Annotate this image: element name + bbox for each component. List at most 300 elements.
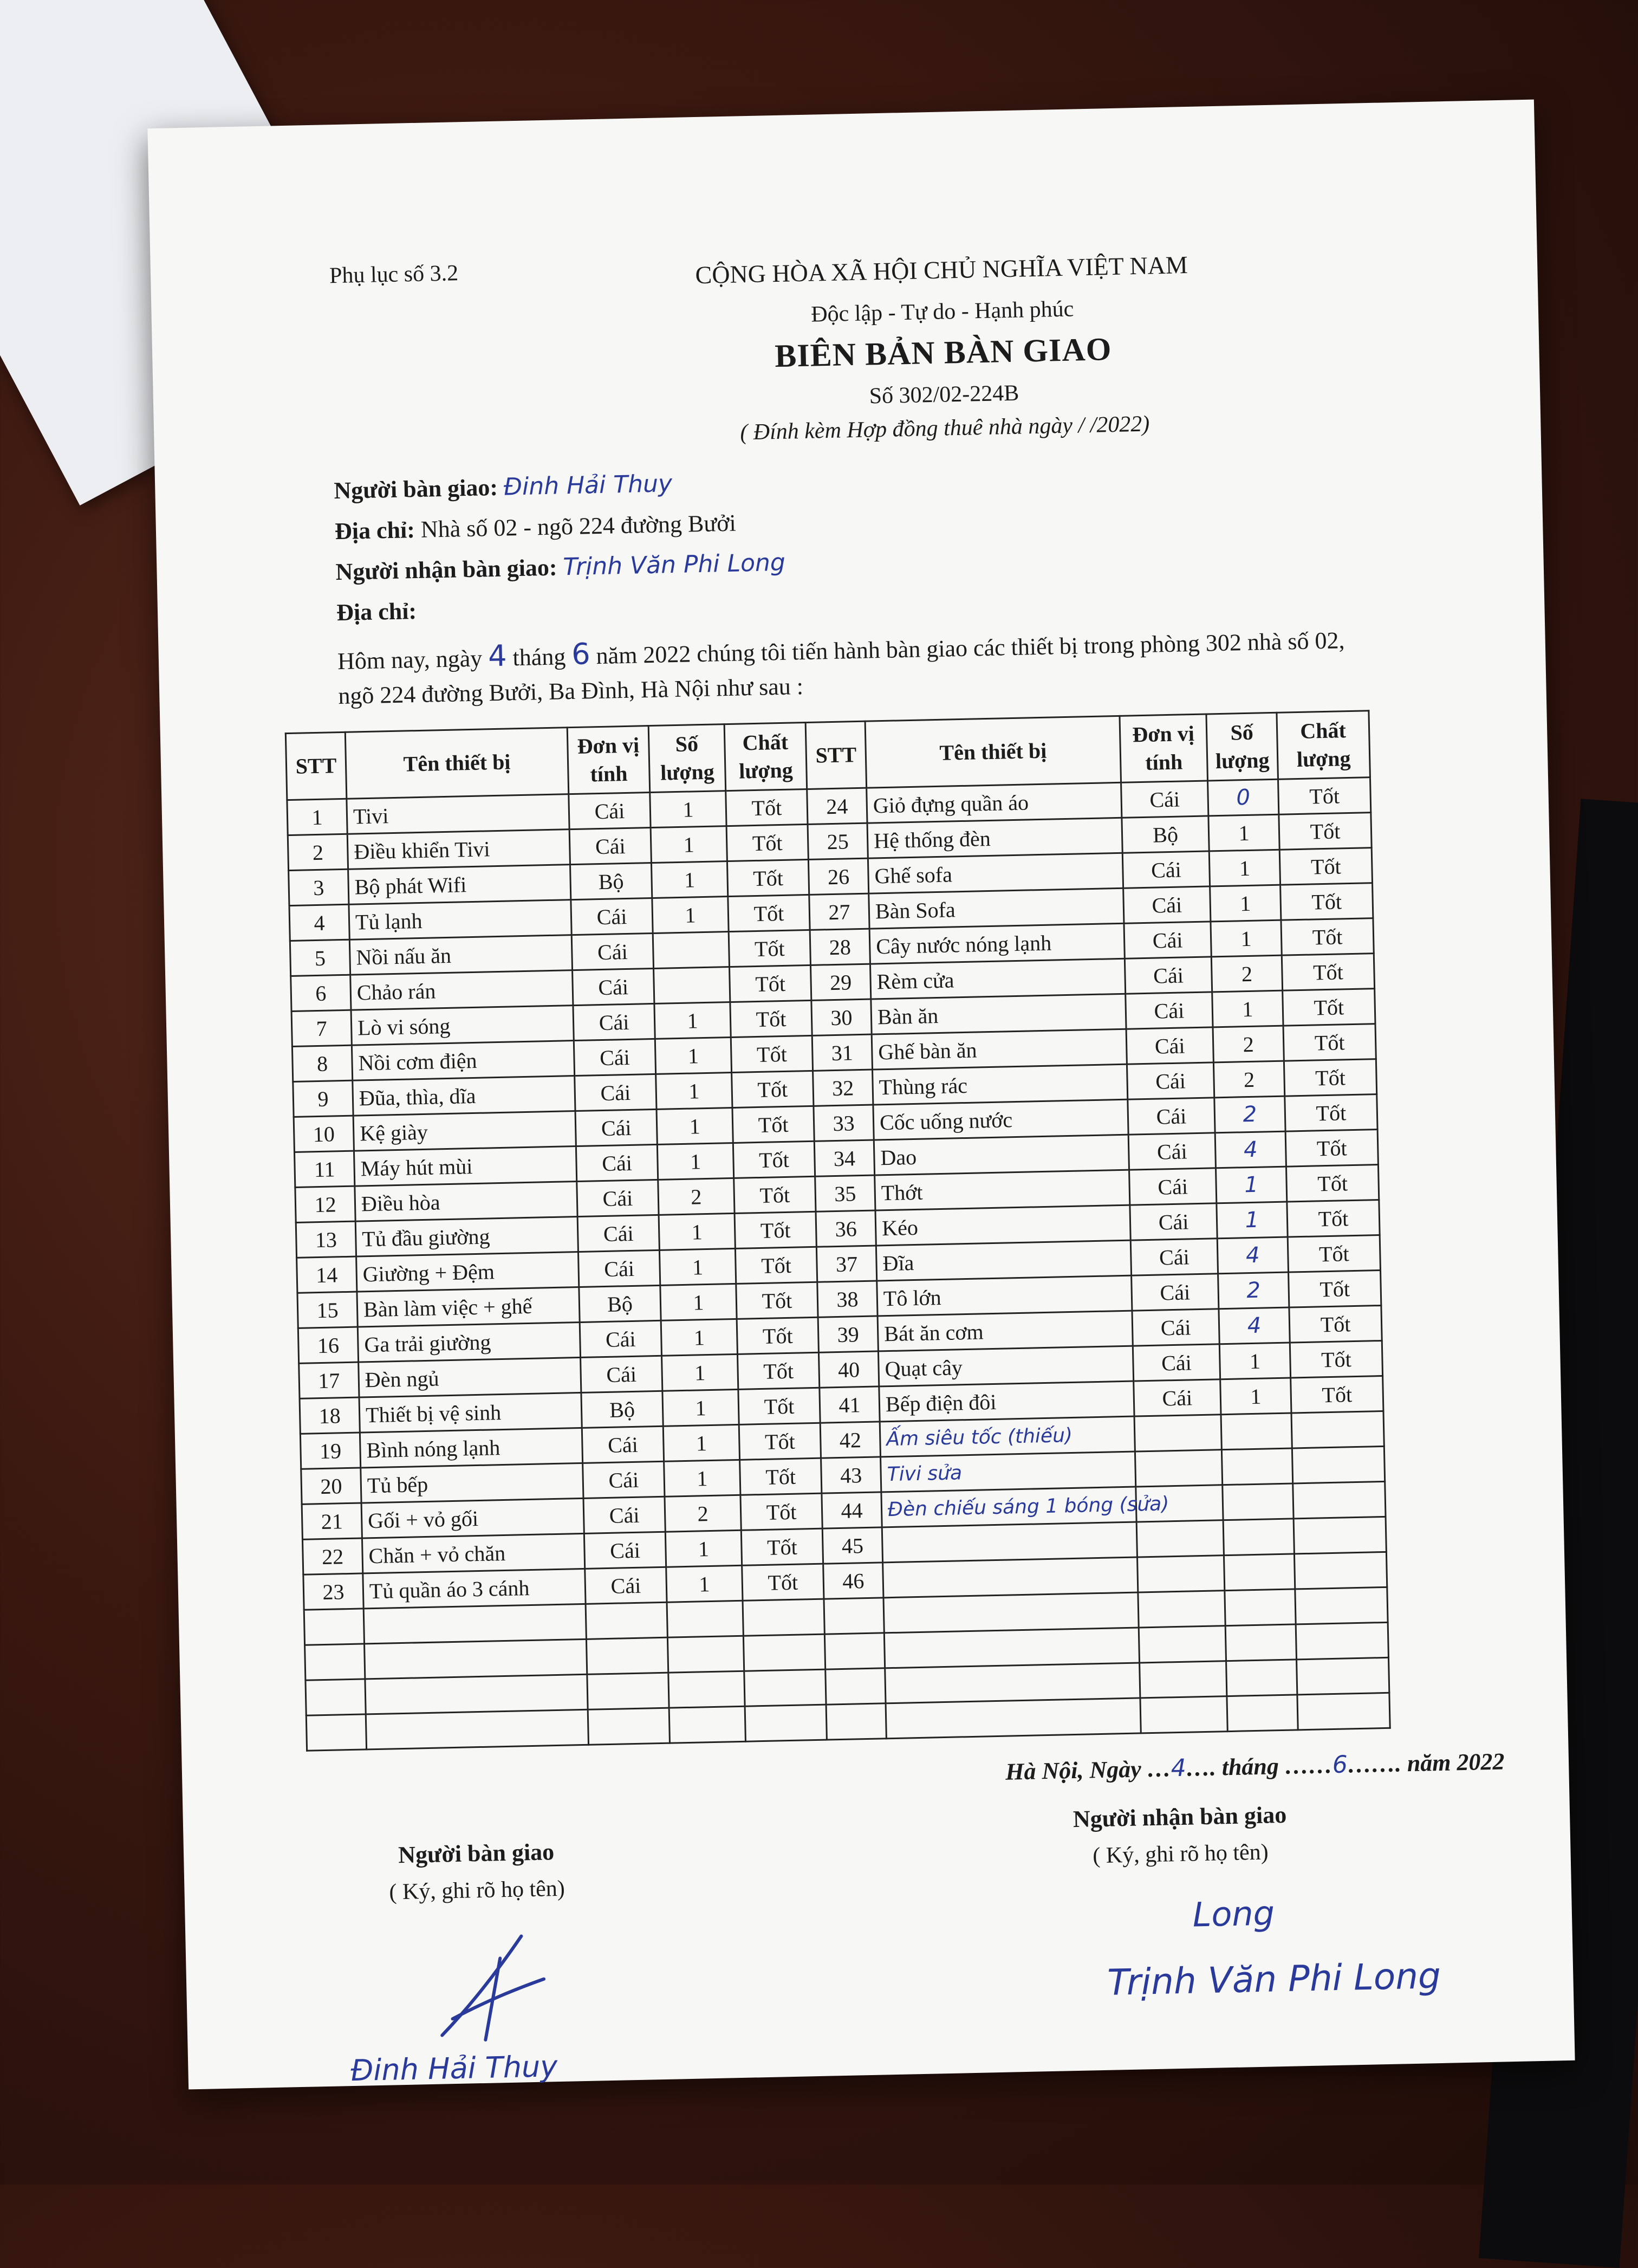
cell-left-stt — [305, 1644, 365, 1680]
cell-left-stt: 18 — [300, 1397, 360, 1434]
cell-right-unit: Cái — [1121, 781, 1208, 818]
cell-left-unit: Bộ — [579, 1285, 661, 1322]
cell-right-qty: 1 — [1208, 814, 1279, 851]
receiver-label: Người nhận bàn giao: — [335, 554, 558, 586]
cell-right-name: Tô lớn — [877, 1275, 1132, 1316]
cell-right-name — [886, 1698, 1141, 1739]
cell-right-qty: 0 — [1208, 779, 1279, 816]
cell-left-name — [365, 1639, 587, 1679]
cell-left-qty — [654, 967, 730, 1004]
cell-left-quality: Tốt — [735, 1247, 817, 1284]
cell-left-qty — [667, 1636, 744, 1673]
cell-left-quality: Tốt — [727, 859, 809, 896]
cell-right-name — [882, 1522, 1137, 1563]
cell-right-name — [884, 1628, 1139, 1668]
cell-left-qty — [653, 932, 729, 969]
cell-right-quality: Tốt — [1283, 1024, 1376, 1061]
cell-right-qty: 2 — [1213, 1026, 1284, 1062]
cell-right-quality: Tốt — [1285, 1130, 1378, 1167]
intro-text-3: năm 2022 chúng tôi tiến hành bàn giao các thiết bị trong phòng 302 nhà số 02, ngõ 224 đường Bưởi, Ba Đình, Hà Nội như sau : — [337, 627, 1345, 710]
cell-left-stt: 11 — [294, 1151, 354, 1187]
cell-left-stt: 5 — [290, 939, 350, 976]
cell-right-name: Bát ăn cơm — [877, 1311, 1133, 1351]
cell-left-qty: 1 — [655, 1038, 731, 1074]
giver-signature-note: ( Ký, ghi rõ họ tên) — [389, 1876, 566, 1905]
receiver-signature-heading: Người nhận bàn giao — [1072, 1801, 1287, 1833]
cell-right-unit: Cái — [1126, 1027, 1213, 1064]
cell-left-quality: Tốt — [737, 1352, 819, 1389]
cell-left-name — [365, 1674, 588, 1714]
cell-right-unit: Cái — [1128, 1133, 1216, 1170]
cell-right-quality: Tốt — [1289, 1305, 1382, 1343]
cell-right-qty: 2 — [1213, 1061, 1284, 1098]
cell-right-stt: 36 — [816, 1210, 876, 1247]
cell-right-stt: 40 — [818, 1351, 879, 1388]
cell-right-unit: Cái — [1132, 1309, 1219, 1346]
cell-right-stt: 34 — [814, 1140, 874, 1176]
cell-left-qty: 2 — [665, 1495, 741, 1532]
cell-left-quality: Tốt — [728, 895, 810, 931]
cell-right-qty — [1227, 1695, 1298, 1732]
cell-left-name: Tủ quần áo 3 cánh — [363, 1569, 586, 1609]
cell-left-name: Thiết bị vệ sinh — [359, 1392, 582, 1433]
cell-left-stt: 14 — [297, 1256, 357, 1293]
republic-heading: CỘNG HÒA XÃ HỘI CHỦ NGHĨA VIỆT NAM — [695, 251, 1188, 289]
cell-left-stt: 15 — [297, 1292, 358, 1328]
cell-left-qty — [668, 1671, 745, 1708]
cell-right-qty: 2 — [1214, 1096, 1285, 1133]
cell-right-unit: Cái — [1133, 1344, 1220, 1381]
cell-left-unit: Cái — [574, 1039, 655, 1075]
cell-left-stt — [306, 1679, 366, 1715]
receiver-address-field — [336, 597, 417, 626]
cell-left-stt: 12 — [295, 1186, 355, 1222]
national-motto: Độc lập - Tự do - Hạnh phúc — [810, 296, 1074, 327]
intro-month-handwritten: 6 — [571, 637, 591, 672]
cell-left-qty: 1 — [656, 1073, 732, 1110]
cell-left-quality: Tốt — [730, 1000, 812, 1037]
cell-left-quality — [744, 1669, 826, 1706]
cell-left-quality: Tốt — [726, 789, 808, 826]
cell-right-stt: 35 — [815, 1175, 875, 1211]
cell-left-name: Chăn + vỏ chăn — [362, 1533, 584, 1573]
document-title: BIÊN BẢN BÀN GIAO — [774, 331, 1113, 374]
receiver-field — [335, 549, 785, 586]
cell-right-stt: 27 — [809, 893, 869, 930]
cell-right-qty: 1 — [1209, 850, 1280, 886]
cell-right-qty: 1 — [1217, 1202, 1288, 1239]
cell-left-stt: 17 — [299, 1362, 359, 1398]
giver-label: Người bàn giao: — [333, 474, 498, 504]
cell-right-qty — [1225, 1624, 1296, 1661]
cell-right-name: Đèn chiếu sáng 1 bóng (sửa) — [881, 1487, 1136, 1527]
cell-right-name: Ghế bàn ăn — [872, 1029, 1127, 1070]
cell-right-stt: 45 — [822, 1527, 882, 1564]
cell-right-name: Cốc uống nước — [873, 1099, 1128, 1140]
cell-left-stt: 3 — [289, 869, 349, 905]
cell-right-quality — [1293, 1481, 1386, 1519]
cell-left-qty: 1 — [656, 1107, 733, 1144]
cell-right-quality: Tốt — [1279, 813, 1372, 850]
cell-left-unit: Cái — [583, 1461, 665, 1498]
cell-right-qty — [1221, 1413, 1292, 1450]
cell-left-quality: Tốt — [739, 1423, 821, 1460]
cell-right-quality: Tốt — [1289, 1270, 1381, 1307]
handover-document — [147, 100, 1575, 2090]
cell-left-name: Đèn ngủ — [359, 1357, 581, 1397]
cell-right-stt: 42 — [820, 1422, 880, 1458]
header-stt-left: STT — [285, 732, 347, 800]
date-text-1: Hà Nội, Ngày — [1005, 1755, 1148, 1785]
cell-left-unit: Cái — [581, 1356, 662, 1392]
intro-paragraph — [337, 620, 1367, 714]
cell-right-name — [883, 1557, 1138, 1598]
cell-left-name — [363, 1604, 586, 1644]
giver-field — [334, 470, 673, 504]
cell-left-qty: 1 — [662, 1389, 739, 1426]
cell-right-name: Quạt cây — [878, 1346, 1133, 1386]
signing-date: Hà Nội, Ngày …4…. tháng ……6……. năm 2022 — [1005, 1748, 1505, 1785]
cell-left-quality: Tốt — [740, 1493, 822, 1530]
cell-right-stt: 37 — [816, 1246, 876, 1282]
cell-right-stt: 29 — [810, 964, 870, 1000]
cell-right-name: Bàn Sofa — [869, 888, 1124, 929]
cell-left-name: Nồi nấu ăn — [349, 935, 572, 975]
cell-right-unit — [1140, 1661, 1227, 1698]
cell-right-unit — [1140, 1696, 1227, 1733]
cell-right-name: Bếp điện đôi — [879, 1381, 1134, 1422]
cell-left-name: Chảo rán — [350, 970, 573, 1010]
cell-right-unit: Cái — [1123, 886, 1211, 923]
cell-right-qty: 4 — [1217, 1237, 1288, 1274]
cell-left-quality: Tốt — [732, 1071, 814, 1107]
cell-left-name: Bàn làm việc + ghế — [357, 1287, 580, 1327]
cell-left-stt: 6 — [291, 975, 351, 1011]
cell-left-stt: 20 — [301, 1468, 361, 1504]
cell-left-stt: 16 — [298, 1327, 358, 1363]
cell-right-unit: Cái — [1134, 1379, 1221, 1416]
cell-right-unit: Cái — [1127, 1062, 1214, 1099]
cell-right-stt: 44 — [822, 1492, 882, 1528]
cell-left-quality: Tốt — [734, 1211, 816, 1248]
receiver-name-handwritten: Trịnh Văn Phi Long — [562, 548, 786, 581]
intro-text-2: tháng — [506, 643, 572, 671]
cell-left-qty: 1 — [651, 826, 727, 863]
cell-right-quality — [1291, 1411, 1384, 1448]
cell-left-quality: Tốt — [736, 1282, 818, 1319]
intro-day-handwritten: 4 — [487, 638, 508, 673]
cell-left-stt: 23 — [303, 1573, 363, 1610]
cell-right-quality — [1297, 1693, 1390, 1730]
cell-right-qty: 1 — [1216, 1167, 1286, 1203]
cell-left-unit: Cái — [577, 1215, 659, 1252]
cell-left-unit: Cái — [582, 1426, 664, 1463]
address-label: Địa chỉ: — [334, 516, 415, 545]
cell-right-quality — [1294, 1552, 1387, 1589]
cell-left-unit: Cái — [573, 1003, 655, 1040]
cell-left-name — [366, 1709, 588, 1749]
cell-left-qty: 1 — [660, 1284, 737, 1320]
date-month-handwritten: 6 — [1332, 1751, 1348, 1779]
cell-left-name: Giường + Đệm — [356, 1252, 579, 1292]
cell-left-unit — [588, 1708, 670, 1745]
cell-left-stt: 2 — [288, 834, 348, 870]
giver-signature-heading: Người bàn giao — [398, 1838, 555, 1869]
cell-right-quality: Tốt — [1288, 1235, 1380, 1273]
cell-right-qty — [1225, 1589, 1296, 1626]
cell-right-name — [885, 1663, 1140, 1703]
cell-left-unit: Cái — [571, 898, 653, 935]
cell-left-quality: Tốt — [737, 1317, 818, 1354]
cell-left-unit: Cái — [575, 1074, 656, 1111]
cell-left-quality: Tốt — [733, 1141, 815, 1178]
cell-right-unit — [1137, 1556, 1224, 1592]
cell-left-qty: 1 — [662, 1354, 738, 1391]
intro-text-1: Hôm nay, ngày — [337, 645, 489, 675]
cell-left-qty: 1 — [661, 1319, 737, 1356]
cell-left-qty: 1 — [665, 1530, 742, 1567]
cell-right-qty: 1 — [1219, 1343, 1290, 1379]
cell-right-stt: 30 — [811, 999, 872, 1035]
cell-right-qty — [1223, 1483, 1294, 1520]
appendix-label: Phụ lục số 3.2 — [329, 261, 459, 289]
cell-left-qty: 2 — [658, 1178, 734, 1215]
cell-right-name: Giỏ đựng quần áo — [867, 782, 1122, 823]
cell-left-stt: 21 — [302, 1503, 362, 1539]
cell-left-quality — [743, 1599, 824, 1636]
receiver-signature-full: Trịnh Văn Phi Long — [1107, 1954, 1441, 2004]
cell-right-quality — [1292, 1446, 1384, 1483]
cell-left-stt: 9 — [293, 1080, 353, 1117]
cell-right-unit: Cái — [1122, 851, 1210, 888]
cell-left-quality: Tốt — [741, 1528, 823, 1565]
attached-contract-note: ( Đính kèm Hợp đồng thuê nhà ngày / /2022) — [739, 411, 1150, 445]
header-unit-left: Đơn vị tính — [567, 726, 650, 794]
cell-left-quality: Tốt — [729, 930, 810, 967]
cell-right-name: Ấm siêu tốc (thiếu) — [880, 1416, 1135, 1457]
cell-right-quality: Tốt — [1281, 918, 1374, 956]
cell-right-quality: Tốt — [1278, 777, 1370, 815]
cell-right-quality: Tốt — [1282, 954, 1374, 991]
cell-right-stt: 31 — [812, 1034, 872, 1071]
cell-right-name: Kéo — [875, 1205, 1130, 1246]
cell-left-quality: Tốt — [732, 1106, 814, 1143]
receiver-signature-short: Long — [1192, 1893, 1275, 1935]
cell-right-quality — [1295, 1587, 1388, 1624]
cell-left-stt: 19 — [300, 1433, 360, 1469]
cell-right-stt: 25 — [808, 823, 868, 859]
cell-left-unit: Cái — [569, 828, 651, 865]
cell-right-name — [883, 1592, 1139, 1633]
date-text-2: tháng — [1221, 1752, 1285, 1781]
cell-right-stt: 28 — [810, 929, 870, 965]
cell-right-quality: Tốt — [1287, 1200, 1380, 1237]
cell-right-stt — [826, 1668, 886, 1705]
cell-right-qty: 1 — [1211, 920, 1282, 957]
cell-right-qty: 4 — [1215, 1131, 1286, 1168]
date-text-3: năm 2022 — [1401, 1748, 1505, 1777]
cell-left-qty: 1 — [663, 1424, 739, 1461]
cell-right-qty: 2 — [1218, 1272, 1289, 1309]
cell-left-unit: Cái — [580, 1320, 661, 1357]
receiver-signature-note: ( Ký, ghi rõ họ tên) — [1092, 1839, 1269, 1869]
cell-right-unit — [1136, 1520, 1224, 1557]
header-stt-right: STT — [805, 721, 867, 789]
cell-left-unit: Cái — [584, 1532, 666, 1569]
header-qty-right: Số lượng — [1206, 712, 1278, 781]
cell-left-unit: Bộ — [570, 863, 652, 900]
cell-right-stt: 32 — [813, 1070, 873, 1106]
header-unit-right: Đơn vị tính — [1120, 714, 1208, 782]
cell-left-unit: Cái — [569, 793, 651, 830]
cell-left-quality: Tốt — [726, 824, 808, 861]
cell-left-quality: Tốt — [740, 1458, 822, 1495]
cell-right-stt — [824, 1598, 884, 1634]
cell-left-stt — [306, 1714, 366, 1751]
cell-left-qty: 1 — [652, 897, 729, 934]
cell-left-stt: 10 — [294, 1116, 354, 1152]
cell-right-qty — [1226, 1660, 1297, 1696]
cell-right-stt: 43 — [821, 1457, 881, 1493]
cell-left-qty: 1 — [657, 1143, 733, 1180]
cell-right-unit: Cái — [1126, 992, 1213, 1029]
cell-right-qty: 1 — [1212, 990, 1283, 1027]
address-value: Nhà số 02 - ngõ 224 đường Bưởi — [420, 509, 737, 543]
cell-left-name: Bình nóng lạnh — [360, 1428, 582, 1468]
cell-left-quality: Tốt — [730, 965, 811, 1002]
cell-left-name: Tủ lạnh — [349, 900, 571, 940]
cell-right-unit: Bộ — [1122, 816, 1209, 853]
cell-right-quality: Tốt — [1290, 1340, 1382, 1378]
cell-right-qty: 1 — [1210, 885, 1281, 922]
cell-right-unit — [1138, 1591, 1225, 1628]
header-name-right: Tên thiết bị — [865, 716, 1121, 788]
cell-left-qty: 1 — [654, 1002, 731, 1039]
cell-left-name: Điều hòa — [355, 1182, 577, 1222]
cell-right-stt: 26 — [808, 858, 868, 895]
cell-left-name: Tủ bếp — [361, 1463, 583, 1503]
cell-left-stt: 7 — [291, 1010, 352, 1046]
cell-right-quality: Tốt — [1285, 1094, 1377, 1132]
cell-left-qty — [667, 1600, 743, 1637]
cell-right-unit: Cái — [1124, 922, 1211, 958]
cell-right-quality: Tốt — [1286, 1165, 1379, 1202]
cell-left-qty: 1 — [651, 861, 727, 898]
cell-left-unit — [586, 1602, 667, 1639]
cell-right-stt: 38 — [817, 1281, 877, 1317]
cell-left-name: Điều khiển Tivi — [347, 830, 570, 870]
cell-right-name: Ghế sofa — [868, 853, 1123, 893]
header-name-left: Tên thiết bị — [345, 728, 568, 799]
cell-left-unit: Bộ — [581, 1391, 663, 1428]
cell-left-unit: Cái — [577, 1180, 659, 1216]
cell-left-name: Ga trải giường — [358, 1322, 580, 1362]
date-day-handwritten: 4 — [1171, 1754, 1187, 1783]
cell-left-qty — [669, 1706, 745, 1743]
cell-right-unit: Cái — [1124, 957, 1212, 994]
cell-left-qty: 1 — [666, 1565, 743, 1602]
cell-right-qty — [1224, 1554, 1295, 1591]
cell-right-stt: 41 — [820, 1386, 880, 1423]
cell-right-name: Hệ thống đèn — [867, 818, 1122, 858]
cell-left-qty: 1 — [659, 1213, 735, 1250]
cell-right-qty: 2 — [1211, 955, 1282, 992]
cell-right-unit: Cái — [1130, 1239, 1218, 1275]
cell-right-name: Dao — [874, 1135, 1129, 1175]
cell-right-quality — [1296, 1622, 1388, 1660]
cell-right-quality: Tốt — [1283, 989, 1375, 1026]
cell-left-name: Tủ đầu giường — [355, 1217, 578, 1257]
cell-left-unit: Cái — [575, 1109, 657, 1146]
cell-right-name: Tivi sửa — [881, 1451, 1136, 1492]
cell-left-unit: Cái — [571, 933, 653, 970]
cell-right-quality — [1297, 1657, 1389, 1695]
cell-right-qty: 1 — [1220, 1378, 1291, 1415]
cell-right-stt — [824, 1633, 885, 1669]
receiver-address-label: Địa chỉ: — [336, 598, 417, 626]
cell-left-name: Kệ giày — [353, 1111, 576, 1151]
cell-right-stt: 46 — [823, 1563, 883, 1599]
document-number: Số 302/02-224B — [869, 380, 1019, 409]
cell-left-quality: Tốt — [742, 1564, 824, 1600]
cell-right-name: Thùng rác — [873, 1064, 1128, 1105]
giver-signature-name: Đinh Hải Thuy — [350, 2049, 558, 2088]
cell-left-stt: 8 — [292, 1045, 352, 1081]
cell-right-unit: Cái — [1129, 1168, 1217, 1205]
cell-right-name: Đĩa — [876, 1240, 1131, 1281]
cell-right-unit — [1139, 1626, 1226, 1663]
cell-left-name: Máy hút mùi — [354, 1146, 576, 1187]
cell-left-quality — [745, 1705, 827, 1741]
cell-right-name: Rèm cửa — [870, 958, 1125, 999]
cell-left-qty: 1 — [650, 791, 726, 828]
cell-right-unit: Cái — [1128, 1098, 1215, 1135]
cell-left-name: Bộ phát Wifi — [348, 865, 571, 905]
cell-right-unit — [1134, 1415, 1221, 1451]
cell-left-stt: 1 — [287, 799, 347, 835]
cell-left-unit — [587, 1673, 669, 1709]
cell-left-quality: Tốt — [734, 1176, 816, 1213]
cell-left-name: Tivi — [347, 794, 569, 834]
header-qty-left: Số lượng — [648, 724, 726, 793]
cell-right-quality: Tốt — [1280, 883, 1373, 921]
cell-right-quality: Tốt — [1279, 848, 1372, 885]
cell-right-qty — [1223, 1519, 1294, 1556]
cell-right-stt: 33 — [814, 1105, 874, 1141]
giver-name-handwritten: Đinh Hải Thuy — [503, 470, 673, 501]
cell-left-stt — [304, 1609, 364, 1645]
cell-right-quality: Tốt — [1291, 1376, 1383, 1413]
cell-left-unit: Cái — [573, 968, 654, 1005]
address-field — [334, 509, 736, 546]
cell-right-name: Bàn ăn — [871, 994, 1126, 1034]
cell-right-name: Cây nước nóng lạnh — [869, 923, 1124, 964]
cell-right-unit — [1135, 1450, 1222, 1487]
cell-right-qty — [1221, 1448, 1292, 1485]
cell-left-unit: Cái — [576, 1144, 658, 1181]
cell-left-unit: Cái — [578, 1250, 660, 1287]
cell-left-unit: Cái — [585, 1567, 667, 1604]
cell-left-quality: Tốt — [731, 1035, 812, 1072]
cell-left-name: Gối + vỏ gối — [361, 1498, 584, 1538]
cell-left-stt: 22 — [302, 1538, 362, 1574]
cell-right-stt — [826, 1703, 886, 1740]
cell-right-stt: 24 — [807, 788, 867, 824]
header-quality-left: Chất lượng — [724, 723, 807, 791]
cell-left-stt: 13 — [296, 1221, 356, 1258]
cell-left-qty: 1 — [664, 1460, 740, 1496]
cell-left-qty: 1 — [659, 1248, 736, 1285]
